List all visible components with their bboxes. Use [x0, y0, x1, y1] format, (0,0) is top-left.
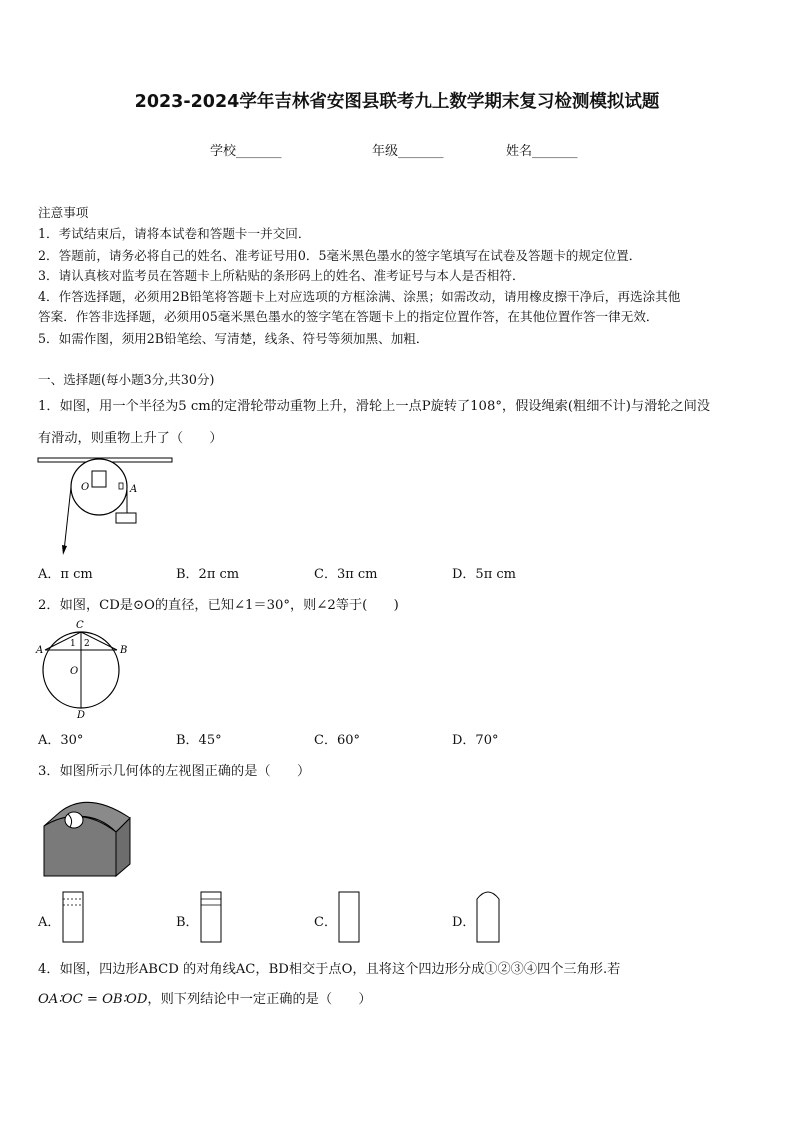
notice-item: 2．答题前，请务必将自己的姓名、准考证号用0．5毫米黑色墨水的签字笔填写在试卷及答题卡的规定位置．	[38, 248, 642, 263]
point-b-label: B	[120, 645, 128, 656]
point-o-label: O	[70, 666, 79, 677]
grade-field: 年级_______	[372, 144, 444, 159]
q1-option-a[interactable]: A．π cm	[38, 567, 93, 582]
q3-option-a[interactable]: A．	[38, 915, 61, 930]
point-a-label: A	[130, 484, 138, 495]
view-option-c	[338, 891, 360, 943]
q3-option-d[interactable]: D．	[452, 915, 476, 930]
school-field: 学校_______	[210, 144, 282, 159]
view-option-a	[62, 891, 84, 943]
notice-item: 5．如需作图，须用2B铅笔绘、写清楚，线条、符号等须加黑、加粗．	[38, 331, 429, 346]
point-d-label: D	[77, 710, 86, 721]
notice-item: 答案．作答非选择题，必须用05毫米黑色墨水的签字笔在答题卡上的指定位置作答，在其他位置作答一律无效．	[38, 309, 659, 324]
notice-item: 3．请认真核对监考员在答题卡上所粘贴的条形码上的姓名、准考证号与本人是否相符．	[38, 268, 525, 283]
notice-item: 1．考试结束后，请将本试卷和答题卡一并交回．	[38, 226, 311, 241]
section-heading: 一、选择题(每小题3分,共30分)	[38, 372, 215, 387]
question-1-text: 1．如图，用一个半径为5 cm的定滑轮带动重物上升，滑轮上一点P旋转了108°，假设绳索(粗细不计)与滑轮之间没	[38, 399, 711, 414]
question-3-text: 3．如图所示几何体的左视图正确的是（ ）	[38, 764, 311, 779]
q2-option-c[interactable]: C．60°	[314, 733, 360, 748]
angle-1-label: 1	[70, 639, 76, 649]
q2-option-b[interactable]: B．45°	[176, 733, 222, 748]
q1-option-d[interactable]: D．5π cm	[452, 567, 516, 582]
pulley-figure	[36, 455, 176, 560]
q3-option-b[interactable]: B．	[176, 915, 199, 930]
question-4-tail: ，则下列结论中一定正确的是（ ）	[147, 992, 372, 1007]
name-field: 姓名_______	[506, 144, 578, 159]
notice-item: 4．作答选择题，必须用2B铅笔将答题卡上对应选项的方框涂满、涂黑；如需改动，请用橡皮擦干净后，再选涂其他	[38, 289, 681, 304]
q1-option-b[interactable]: B．2π cm	[176, 567, 240, 582]
circle-figure	[34, 617, 134, 722]
point-a-label: A	[36, 645, 44, 656]
question-1-text-cont: 有滑动，则重物上升了（ ）	[38, 431, 223, 446]
notice-heading: 注意事项	[38, 205, 89, 220]
ratio-expression: OA∶OC = OB∶OD	[38, 992, 148, 1007]
q1-option-c[interactable]: C．3π cm	[314, 567, 378, 582]
q2-option-d[interactable]: D．70°	[452, 733, 499, 748]
page-title: 2023-2024学年吉林省安图县联考九上数学期末复习检测模拟试题	[134, 92, 660, 112]
point-c-label: C	[76, 620, 84, 631]
point-o-label: O	[81, 482, 90, 493]
angle-2-label: 2	[84, 639, 90, 649]
q2-option-a[interactable]: A．30°	[38, 733, 84, 748]
view-option-b	[200, 891, 222, 943]
question-4-text: 4．如图，四边形ABCD 的对角线AC，BD相交于点O，且将这个四边形分成①②③④四个三角形.若	[38, 962, 621, 977]
solid-figure	[38, 790, 143, 880]
question-2-text: 2．如图，CD是⊙O的直径，已知∠1＝30°，则∠2等于( )	[38, 598, 399, 613]
q3-option-c[interactable]: C．	[314, 915, 337, 930]
question-4-text-cont	[38, 988, 372, 1007]
view-option-d	[476, 887, 500, 943]
